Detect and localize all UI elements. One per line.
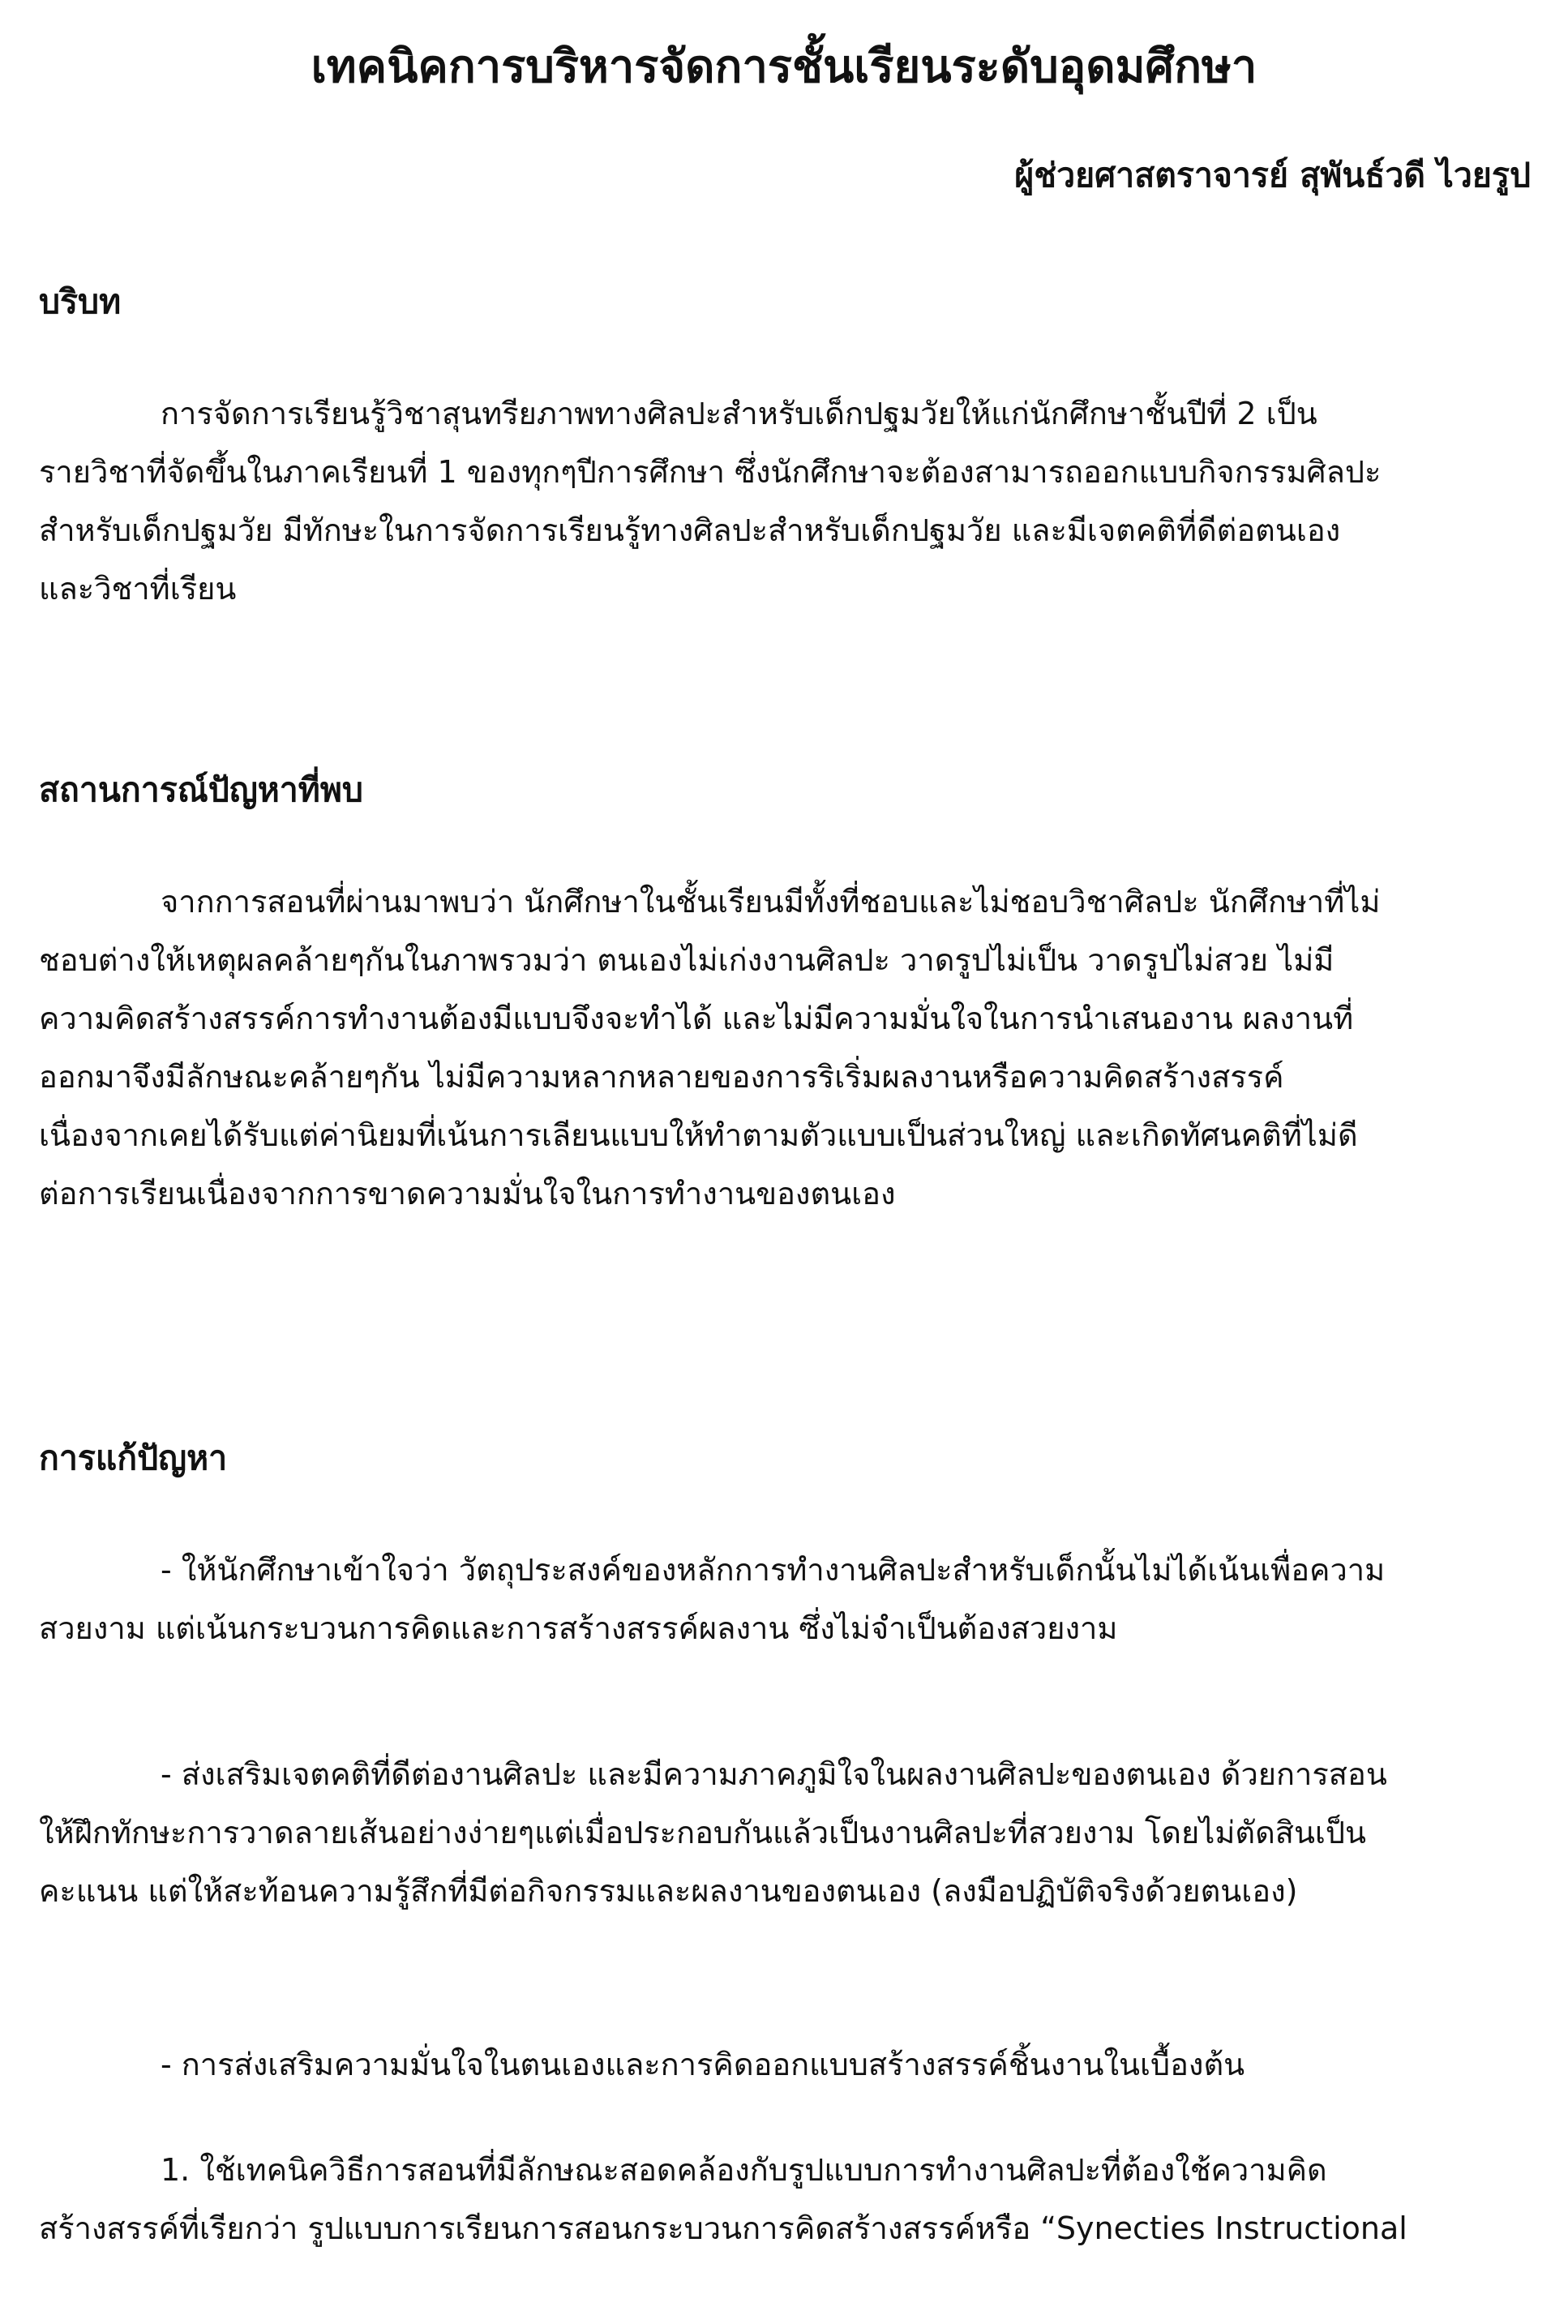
paragraph-line: และวิชาที่เรียน [39, 571, 237, 607]
paragraph-line: ชอบต่างให้เหตุผลคล้ายๆกันในภาพรวมว่า ตนเองไม่เก่งงานศิลปะ วาดรูปไม่เป็น วาดรูปไม่สวย ไม่มี [39, 942, 1335, 978]
paragraph-solution-4 [39, 2141, 1531, 2258]
paragraph-line: ความคิดสร้างสรรค์การทำงานต้องมีแบบจึงจะทำได้ และไม่มีความมั่นใจในการนำเสนองาน ผลงานที่ [39, 1001, 1354, 1036]
paragraph-line: - ส่งเสริมเจตคติที่ดีต่องานศิลปะ และมีความภาคภูมิใจในผลงานศิลปะของตนเอง ด้วยการสอน [161, 1756, 1387, 1792]
paragraph-line: - การส่งเสริมความมั่นใจในตนเองและการคิดออกแบบสร้างสรรค์ชิ้นงานในเบื้องต้น [161, 2047, 1245, 2082]
document-title: เทคนิคการบริหารจัดการชั้นเรียนระดับอุดมศึกษา [311, 41, 1257, 93]
paragraph-line: ให้ฝึกทักษะการวาดลายเส้นอย่างง่ายๆแต่เมื่อประกอบกันแล้วเป็นงานศิลปะที่สวยงาม โดยไม่ตัดสินเป็น [39, 1815, 1367, 1850]
paragraph-line: คะแนน แต่ให้สะท้อนความรู้สึกที่มีต่อกิจกรรมและผลงานของตนเอง (ลงมือปฏิบัติจริงด้วยตนเอง) [39, 1873, 1298, 1909]
paragraph-line: รายวิชาที่จัดขึ้นในภาคเรียนที่ 1 ของทุกๆปีการศึกษา ซึ่งนักศึกษาจะต้องสามารถออกแบบกิจกรรมศิลปะ [39, 454, 1382, 490]
paragraph-solution-3 [39, 2035, 1531, 2094]
paragraph-line: - ให้นักศึกษาเข้าใจว่า วัตถุประสงค์ของหลักการทำงานศิลปะสำหรับเด็กนั้นไม่ได้เน้นเพื่อความ [161, 1552, 1386, 1588]
paragraph-line: สำหรับเด็กปฐมวัย มีทักษะในการจัดการเรียนรู้ทางศิลปะสำหรับเด็กปฐมวัย และมีเจตคติที่ดีต่อตนเอง [39, 512, 1341, 548]
paragraph-line: 1. ใช้เทคนิควิธีการสอนที่มีลักษณะสอดคล้องกับรูปแบบการทำงานศิลปะที่ต้องใช้ความคิด [161, 2152, 1327, 2188]
paragraph-line: สร้างสรรค์ที่เรียกว่า รูปแบบการเรียนการสอนกระบวนการคิดสร้างสรรค์หรือ “Synecties Instructional [39, 2210, 1407, 2246]
section-heading-context: บริบท [39, 282, 122, 321]
section-heading-problem: สถานการณ์ปัญหาที่พบ [39, 770, 363, 809]
paragraph-context [39, 384, 1531, 618]
paragraph-line: เนื่องจากเคยได้รับแต่ค่านิยมที่เน้นการเลียนแบบให้ทำตามตัวแบบเป็นส่วนใหญ่ และเกิดทัศนคติที่ไม่ดี [39, 1117, 1358, 1153]
section-heading-solution: การแก้ปัญหา [39, 1439, 228, 1477]
paragraph-line: ต่อการเรียนเนื่องจากการขาดความมั่นใจในการทำงานของตนเอง [39, 1176, 896, 1211]
paragraph-line: จากการสอนที่ผ่านมาพบว่า นักศึกษาในชั้นเรียนมีทั้งที่ชอบและไม่ชอบวิชาศิลปะ นักศึกษาที่ไม่ [161, 884, 1381, 920]
author-name: ผู้ช่วยศาสตราจารย์ สุพันธ์วดี ไวยรูป [1014, 156, 1531, 195]
paragraph-line: การจัดการเรียนรู้วิชาสุนทรียภาพทางศิลปะสำหรับเด็กปฐมวัยให้แก่นักศึกษาชั้นปีที่ 2 เป็น [161, 396, 1317, 431]
paragraph-problem [39, 873, 1531, 1223]
paragraph-solution-2 [39, 1745, 1531, 1920]
paragraph-line: ออกมาจึงมีลักษณะคล้ายๆกัน ไม่มีความหลากหลายของการริเริ่มผลงานหรือความคิดสร้างสรรค์ [39, 1059, 1284, 1095]
paragraph-line: สวยงาม แต่เน้นกระบวนการคิดและการสร้างสรรค์ผลงาน ซึ่งไม่จำเป็นต้องสวยงาม [39, 1610, 1118, 1646]
paragraph-solution-1 [39, 1541, 1531, 1657]
